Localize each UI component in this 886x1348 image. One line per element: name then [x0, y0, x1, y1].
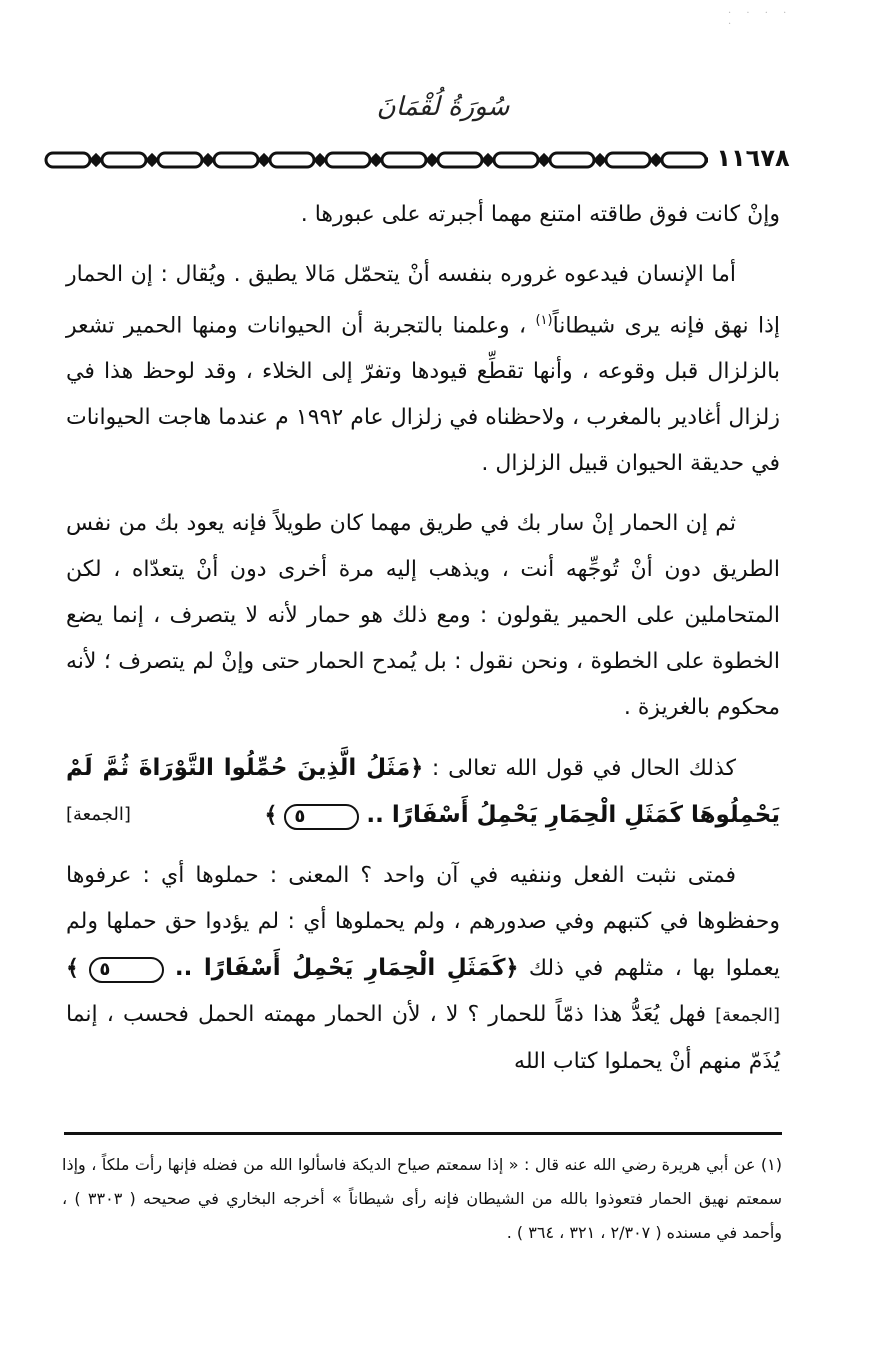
paragraph-5-tail: فهل يُعَدُّ هذا ذمّاً للحمار ؟ لا ، لأن الحمار مهمته الحمل فحسب ، إنما يُذَمّ منهم أنْ يحملوا كتاب الله	[66, 1002, 780, 1075]
paragraph-3: ثم إن الحمار إنْ سار بك في طريق مهما كان طويلاً فإنه يعود بك من نفس الطريق دون أنْ تُوجِّهه أنت ، ويذهب إليه مرة أخرى دون أنْ يتعدّاه ، لكن المتحاملين على الحمير يقولون : ومع ذلك هو حمار لأنه لا يتصرف ، إنما يضع الخطوة على الخطوة ، ونحن نقول : بل يُمدح الحمار حتى وإنْ لم يتصرف ؛ لأنه محكوم بالغريزة .	[66, 511, 780, 721]
border-diamond	[315, 155, 325, 165]
paragraph-5	[66, 853, 780, 1085]
quran-verse: كَمَثَلِ الْحِمَارِ يَحْمِلُ أَسْفَارًا ..	[174, 955, 506, 982]
verse-intro: كذلك الحال في قول الله تعالى :	[423, 756, 736, 782]
footnote-divider	[64, 1132, 782, 1135]
quran-verse: مَثَلُ الَّذِينَ حُمِّلُوا التَّوْرَاةَ ثُمَّ لَمْ يَحْمِلُوهَا كَمَثَلِ الْحِمَارِ يَحْمِلُ أَسْفَارًا ..	[66, 755, 780, 829]
paragraph-2	[66, 252, 780, 487]
ayah-number: ٥	[284, 804, 359, 830]
border-diamond	[427, 155, 437, 165]
verse-close-bracket: ﴾	[264, 803, 278, 829]
surah-reference: [الجمعة]	[66, 804, 131, 826]
verse-open-bracket: ﴿	[410, 756, 424, 782]
border-diamond	[259, 155, 269, 165]
border-link	[326, 153, 370, 167]
border-link	[438, 153, 482, 167]
paragraph-2-text: أما الإنسان فيدعوه غروره بنفسه أنْ يتحمّل مَالا يطيق . ويُقال : إن الحمار إذا نهق فإنه يرى شيطاناً	[66, 262, 780, 339]
paragraph-5-text: فمتى نثبت الفعل وننفيه في آن واحد ؟ المعنى : حملوها أي : عرفوها وحفظوها في كتبهم وفي صدورهم ، ولم يحملوها أي : لم يؤدوا حق حملها ولم يعملوا بها ، مثلهم في ذلك	[66, 863, 780, 982]
scan-specks: · · · · ·	[728, 8, 793, 30]
border-diamond	[539, 155, 549, 165]
main-text	[66, 192, 780, 1085]
border-link	[606, 153, 650, 167]
page-number: ١١٦٧٨	[708, 144, 798, 174]
surah-reference: [الجمعة]	[715, 1005, 780, 1027]
border-link	[494, 153, 538, 167]
footnote-1: (١) عن أبي هريرة رضي الله عنه قال : « إذا سمعتم صياح الديكة فاسألوا الله من فضله فإنها رأت ملكاً ، وإذا سمعتم نهيق الحمار فتعوذوا بالله من الشيطان فإنه رأى شيطاناً » أخرجه البخاري في صحيحه ( ٣٣٠٣ ) ، وأحمد في مسنده ( ٢/٣٠٧ ، ٣٢١ ، ٣٦٤ ) .	[62, 1155, 783, 1242]
verse-open-bracket: ﴿	[505, 956, 519, 982]
border-link	[662, 153, 706, 167]
ornamental-border	[40, 148, 812, 172]
border-link	[550, 153, 594, 167]
border-link	[102, 153, 146, 167]
footnote-marker[interactable]: (١)	[535, 313, 553, 328]
border-link	[158, 153, 202, 167]
border-link	[270, 153, 314, 167]
border-diamond	[203, 155, 213, 165]
border-diamond	[147, 155, 157, 165]
border-diamond	[651, 155, 661, 165]
paragraph-2-tail: ، وعلمنا بالتجربة أن الحيوانات ومنها الحمير تشعر بالزلزال قبل وقوعه ، وأنها تقطِّع قيودها وتفرّ إلى الخلاء ، وقد لوحظ هذا في زلزال أغادير بالمغرب ، ولاحظناه في زلزال عام ١٩٩٢ م عندما هاجت الحيوانات في حديقة الحيوان قبيل الزلزال .	[66, 313, 780, 477]
ayah-number: ٥	[89, 957, 164, 983]
border-diamond	[595, 155, 605, 165]
border-diamond	[91, 155, 101, 165]
border-link	[382, 153, 426, 167]
paragraph-4	[66, 745, 780, 839]
border-link	[214, 153, 258, 167]
border-diamond	[371, 155, 381, 165]
paragraph-1: وإنْ كانت فوق طاقته امتنع مهما أجبرته على عبورها .	[300, 202, 780, 227]
border-link	[46, 153, 90, 167]
surah-title: سُورَةُ لُقْمَانَ	[376, 92, 510, 122]
border-diamond	[483, 155, 493, 165]
verse-close-bracket: ﴾	[66, 956, 79, 982]
